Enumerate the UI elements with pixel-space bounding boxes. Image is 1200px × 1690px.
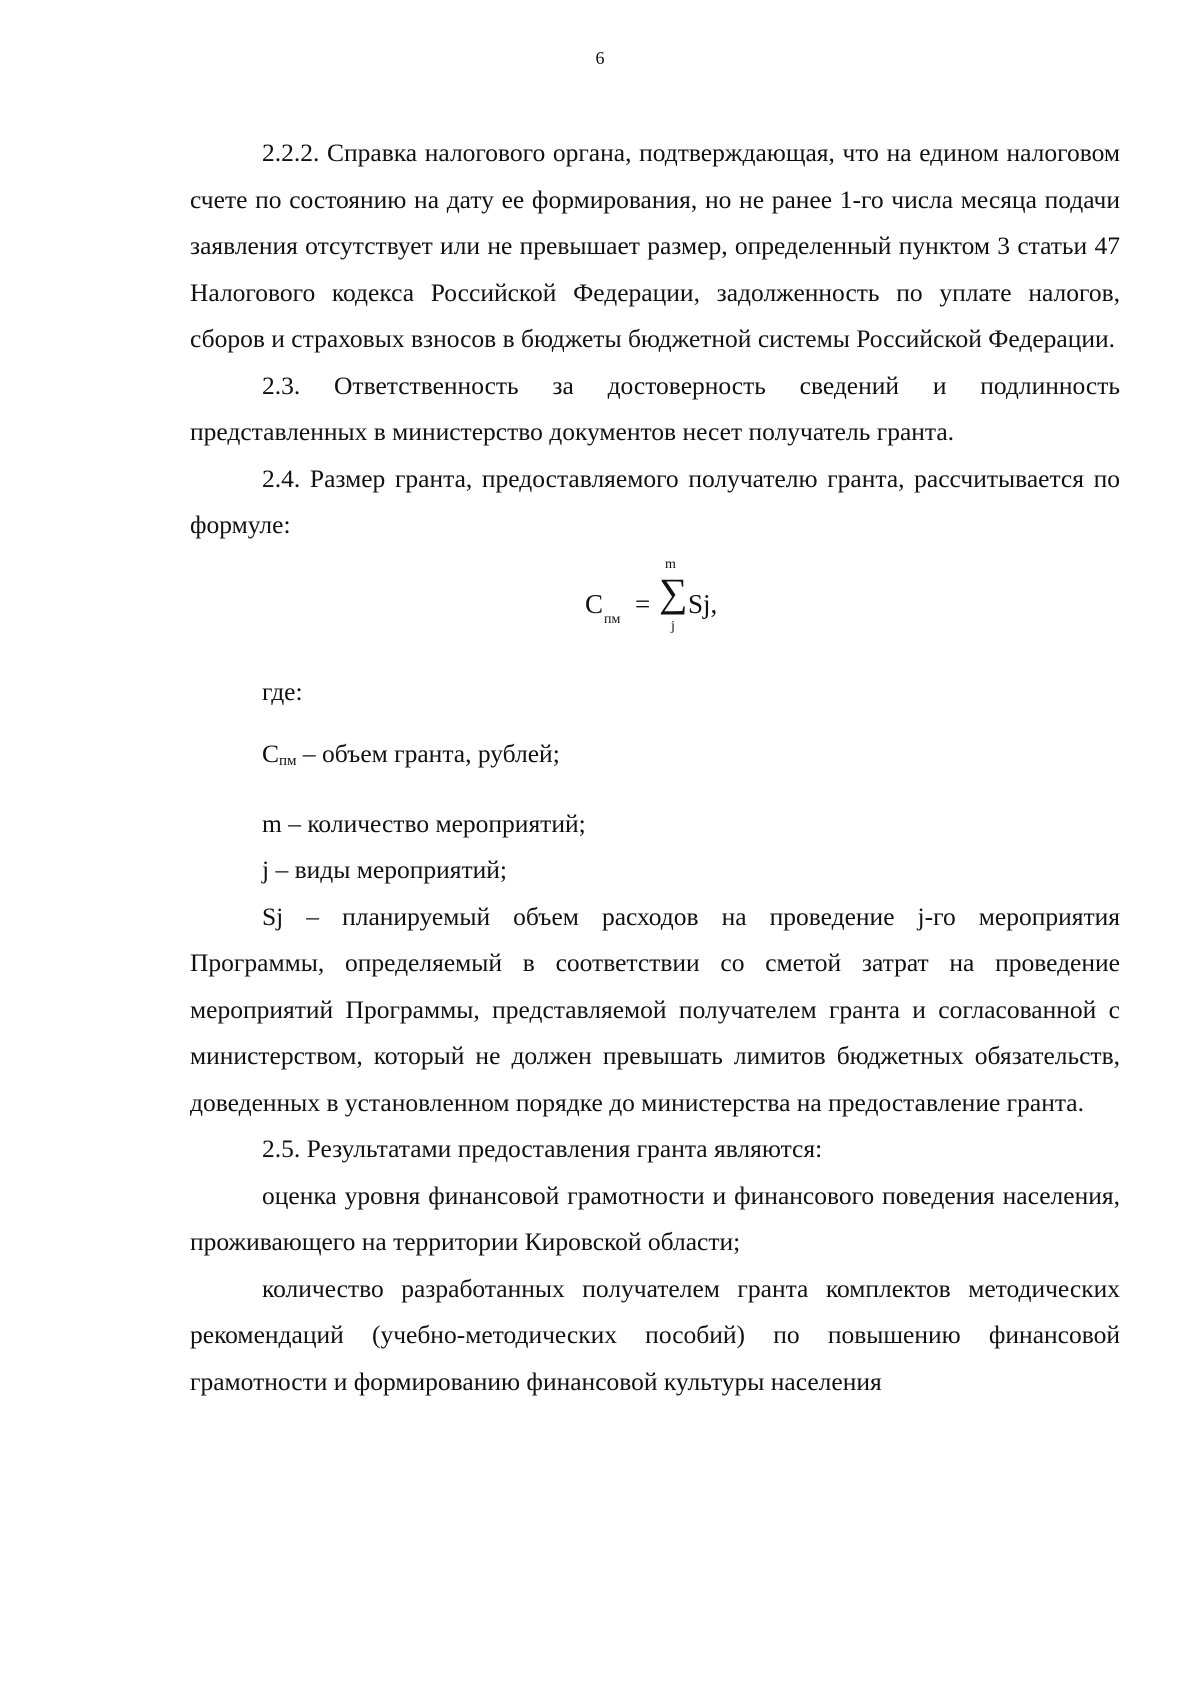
paragraph-2-5: 2.5. Результатами предоставления гранта являются: xyxy=(262,1134,823,1163)
result-item-1: оценка уровня финансовой грамотности и финансового поведения населения, проживающего на территории Кировской области; xyxy=(190,1180,1120,1256)
sum-upper-limit: m xyxy=(665,556,676,572)
paragraph-2-4: 2.4. Размер гранта, предоставляемого получателю гранта, рассчитывается по формуле: xyxy=(190,463,1120,539)
definition-cpm xyxy=(190,731,1120,785)
grant-formula xyxy=(190,553,1120,653)
formula-c-subscript: пм xyxy=(604,611,621,627)
paragraph-2-2-2: 2.2.2. Справка налогового органа, подтверждающая, что на едином налоговом счете по состоянию на дату ее формирования, но не ранее 1-го числа месяца подачи заявления отсутствует или не превышает размер, определенный пунктом 3 статьи 47 Налогового кодекса Российской Федерации, задолженность по уплате налогов, сборов и страховых взносов в бюджеты бюджетной системы Российской Федерации. xyxy=(190,138,1120,353)
definition-sj: Sj – планируемый объем расходов на проведение j-го мероприятия Программы, определяемый в соответствии со сметой затрат на проведение мероприятий Программы, представляемой получателем гранта и согласованной с министерством, который не должен превышать лимитов бюджетных обязательств, доведенных в установленном порядке до министерства на предоставление гранта. xyxy=(190,901,1120,1117)
cpm-definition-text: – объем гранта, рублей; xyxy=(296,739,560,768)
document-body xyxy=(190,130,1120,1405)
definition-j: j – виды мероприятий; xyxy=(262,855,508,884)
definition-m: m – количество мероприятий; xyxy=(262,808,586,838)
sum-lower-index: j xyxy=(671,618,675,634)
formula-equals: = xyxy=(635,588,651,619)
cpm-subscript: пм xyxy=(279,753,297,769)
formula-term: Sj, xyxy=(688,588,718,619)
formula-expression xyxy=(585,556,785,643)
paragraph-2-3: 2.3. Ответственность за достоверность сведений и подлинность представленных в министерство документов несет получатель гранта. xyxy=(190,370,1120,446)
where-label: где: xyxy=(262,676,303,706)
result-item-2: количество разработанных получателем гранта комплектов методических рекомендаций (учебно-методических пособий) по повышению финансовой грамотности и формированию финансовой культуры населения xyxy=(190,1273,1120,1396)
sum-symbol: ∑ xyxy=(659,569,688,615)
formula-c: С xyxy=(585,588,604,619)
page-number: 6 xyxy=(595,48,605,68)
cpm-letter: С xyxy=(262,739,280,768)
